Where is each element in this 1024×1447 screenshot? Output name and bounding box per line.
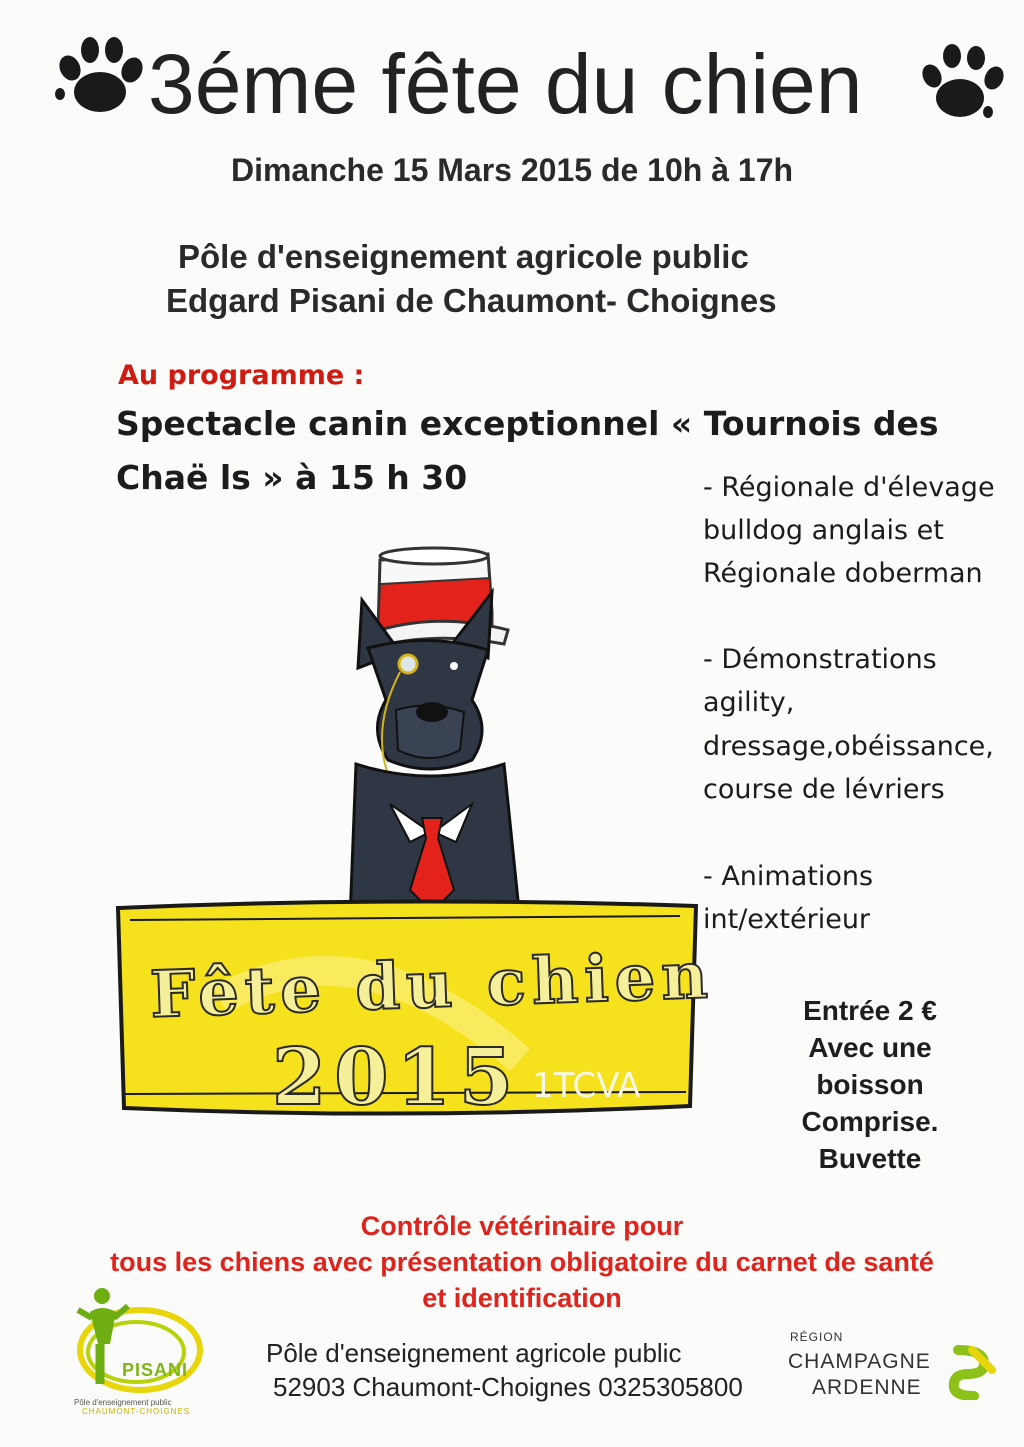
paw-icon <box>918 40 1008 124</box>
pisani-subtitle: Pôle d'enseignement public <box>74 1398 172 1407</box>
entry-line: Avec une <box>808 1032 932 1063</box>
program-item: int/extérieur <box>703 904 871 935</box>
footer-address-line-2: 52903 Chaumont-Choignes 0325305800 <box>273 1372 743 1402</box>
entry-line: Buvette <box>818 1143 922 1174</box>
venue-line-2: Edgard Pisani de Chaumont- Choignes <box>166 282 777 319</box>
entry-line: boisson <box>816 1069 924 1100</box>
region-label: RÉGION <box>790 1330 844 1344</box>
entry-info <box>770 992 970 1177</box>
region-name-2: ARDENNE <box>812 1376 922 1399</box>
sign-title: Fête du chien <box>148 938 715 1033</box>
page-title: 3éme fête du chien <box>148 37 863 131</box>
program-item: course de lévriers <box>703 774 945 805</box>
program-item: - Animations <box>703 861 874 892</box>
notice-line: Contrôle vétérinaire pour <box>360 1211 684 1241</box>
entry-price: Entrée 2 € <box>803 995 937 1026</box>
entry-line: Comprise. <box>801 1106 939 1137</box>
show-line-2: Chaë ls » à 15 h 30 <box>116 458 468 497</box>
program-item: bulldog anglais et <box>703 515 944 546</box>
program-item: - Régionale d'élevage <box>703 472 995 503</box>
program-item: - Démonstrations <box>703 644 937 675</box>
artist-signature: 1TCVA <box>532 1066 641 1106</box>
region-name-1: CHAMPAGNE <box>788 1350 931 1373</box>
notice-line: tous les chiens avec présentation obligatoire du carnet de santé <box>110 1247 934 1277</box>
pisani-location: CHAUMONT-CHOIGNES <box>82 1407 191 1416</box>
show-line-1: Spectacle canin exceptionnel « Tournois des <box>116 404 939 443</box>
venue-line-1: Pôle d'enseignement agricole public <box>178 238 749 275</box>
program-heading: Au programme : <box>118 360 365 391</box>
program-item: agility, <box>703 687 795 718</box>
champagne-ardenne-logo-icon <box>944 1344 1000 1400</box>
pisani-logo-text: PISANI <box>122 1360 189 1380</box>
program-item: dressage,obéissance, <box>703 731 994 762</box>
notice-line: et identification <box>422 1283 622 1313</box>
footer-address-line-1: Pôle d'enseignement agricole public <box>266 1338 682 1368</box>
program-item: Régionale doberman <box>703 558 983 589</box>
event-date: Dimanche 15 Mars 2015 de 10h à 17h <box>230 152 794 188</box>
sign-year: 2015 <box>272 1032 522 1123</box>
paw-icon <box>52 34 146 118</box>
pisani-logo-icon <box>70 1284 210 1404</box>
